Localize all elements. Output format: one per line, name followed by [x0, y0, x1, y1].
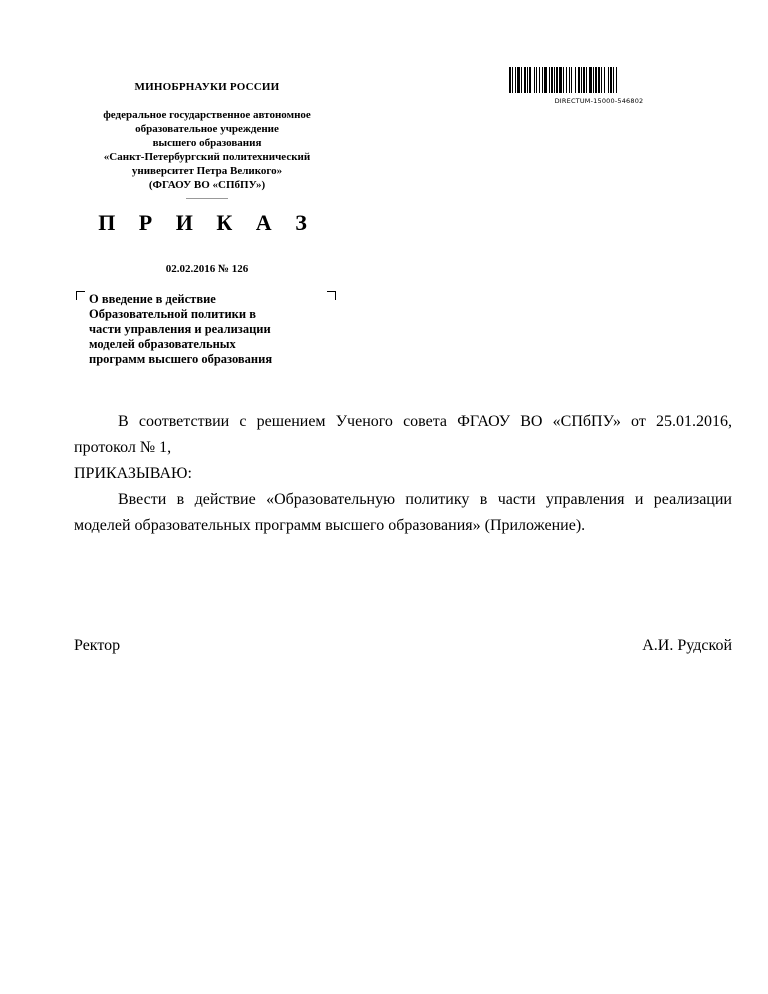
org-line: (ФГАОУ ВО «СПбПУ»): [148, 179, 266, 191]
subject-line: части управления и реализации: [89, 322, 271, 336]
document-title: П Р И К А З: [98, 210, 316, 235]
subject-line: О введение в действие: [89, 292, 216, 306]
order-paragraph: Ввести в действие «Образовательную политику в части управления и реализации моделей образовательных программ высшего образования» (Приложение).: [74, 491, 732, 534]
signer-position: Ректор: [74, 637, 121, 654]
ministry-name: МИНОБРНАУКИ РОССИИ: [134, 81, 280, 93]
subject-line: моделей образовательных: [89, 337, 236, 351]
subject-line: Образовательной политики в: [89, 307, 256, 321]
barcode-id-text: DIRECTUM-15000-546802: [554, 97, 644, 105]
org-line: «Санкт-Петербургский политехнический: [103, 151, 311, 163]
document-date-number: 02.02.2016 № 126: [165, 263, 249, 275]
document-body: [74, 409, 732, 539]
org-line: федеральное государственное автономное: [103, 109, 311, 121]
signature-block: [74, 637, 732, 655]
subject-bracket-left: [76, 291, 85, 300]
org-line: университет Петра Великого»: [131, 165, 283, 177]
organization-header: [60, 80, 354, 199]
subject-line: программ высшего образования: [89, 352, 273, 366]
org-line: высшего образования: [152, 137, 262, 149]
org-line: образовательное учреждение: [135, 123, 279, 135]
signer-name: А.И. Рудской: [642, 637, 732, 654]
header-separator: [186, 198, 228, 199]
organization-name: [60, 108, 354, 192]
document-subject: [89, 292, 329, 367]
barcode-image: [509, 67, 689, 93]
basis-paragraph: В соответствии с решением Ученого совета ФГАОУ ВО «СПбПУ» от 25.01.2016, протокол № 1,: [74, 413, 732, 456]
order-word: ПРИКАЗЫВАЮ:: [74, 465, 192, 482]
